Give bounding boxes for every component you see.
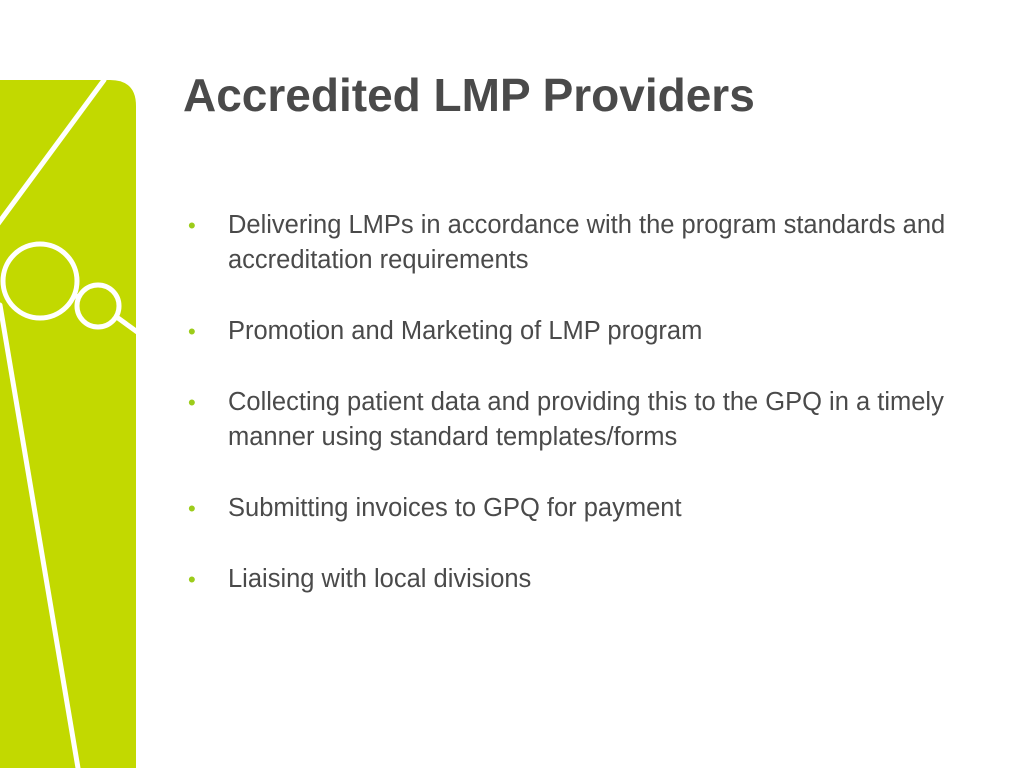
bullet-list xyxy=(188,208,968,633)
bullet-marker: • xyxy=(188,496,196,521)
bullet-text: Submitting invoices to GPQ for payment xyxy=(228,494,682,522)
list-item xyxy=(188,491,968,526)
bullet-marker: • xyxy=(188,319,196,344)
bullet-text: Collecting patient data and providing this to the GPQ in a timely manner using standard templates/forms xyxy=(228,388,944,451)
list-item xyxy=(188,314,968,349)
bullet-marker: • xyxy=(188,213,196,238)
list-item xyxy=(188,208,968,278)
bullet-text: Promotion and Marketing of LMP program xyxy=(228,317,703,345)
bullet-marker: • xyxy=(188,567,196,592)
side-decoration-graphic xyxy=(0,0,140,768)
bullet-marker: • xyxy=(188,390,196,415)
list-item xyxy=(188,562,968,597)
bullet-text: Liaising with local divisions xyxy=(228,565,532,593)
list-item xyxy=(188,385,968,455)
slide-title: Accredited LMP Providers xyxy=(183,69,755,121)
bullet-text: Delivering LMPs in accordance with the program standards and accreditation requirements xyxy=(228,211,946,274)
